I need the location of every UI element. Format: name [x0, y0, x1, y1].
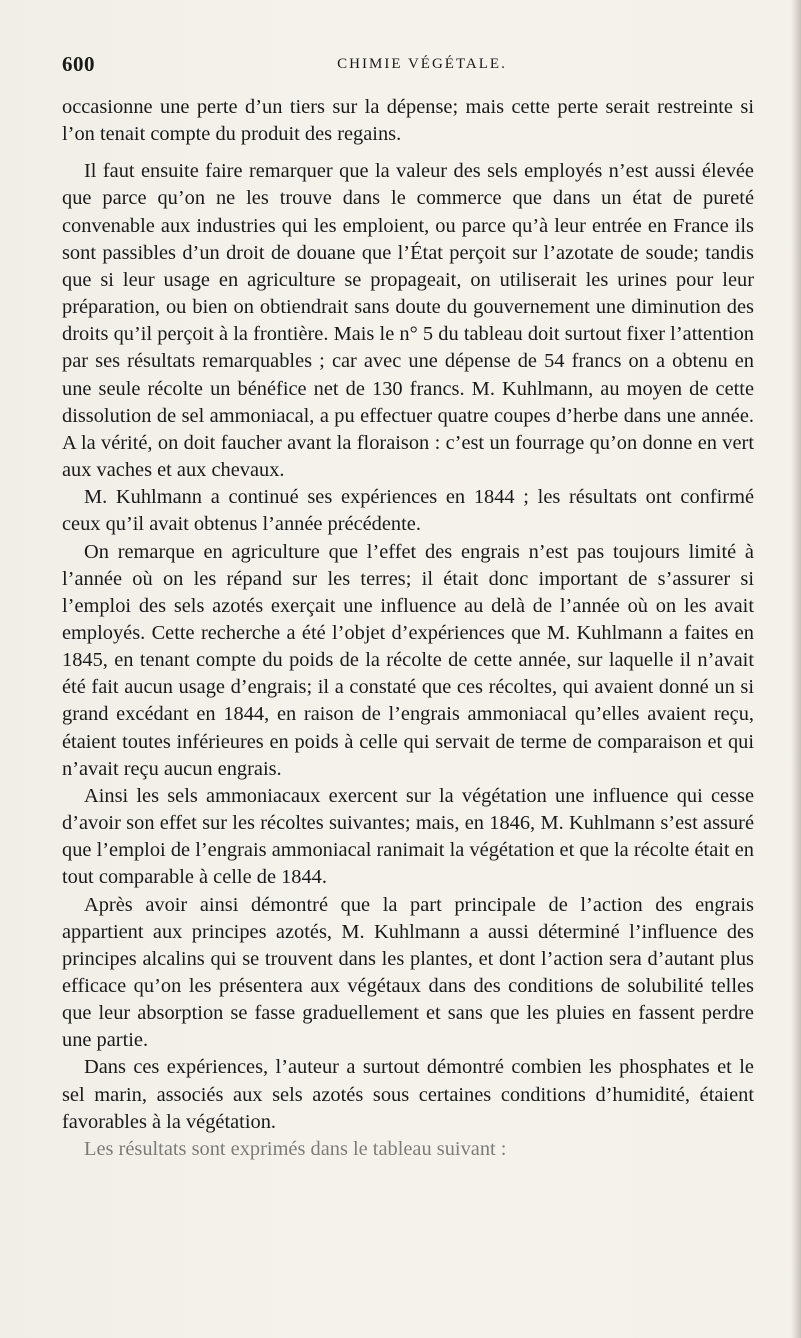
paragraph-continuation: occasionne une perte d’un tiers sur la dépense; mais cette perte serait restreinte si l’on tenait compte du produit des regains. [62, 96, 754, 146]
paragraph: Ainsi les sels ammoniacaux exercent sur la végétation une influence qui cesse d’avoir son effet sur les récoltes suivantes; mais, en 1846, M. Kuhlmann s’est assuré que l’emploi de l’engrais ammoniacal ranimait la végétation et que la récolte était en tout comparable à celle de 1844. [62, 784, 754, 889]
paragraph: Après avoir ainsi démontré que la part principale de l’action des engrais appartient aux principes azotés, M. Kuhlmann a aussi déterminé l’influence des principes alcalins qui se trouvent dans les plantes, et dont l’action sera d’autant plus efficace qu’on les présentera aux végétaux dans des conditions de solubilité telles que leur absorption se fasse graduellement et sans que les pluies en fassent perdre une partie. [62, 893, 754, 1052]
paragraph-table-intro: Les résultats sont exprimés dans le tableau suivant : [84, 1137, 507, 1160]
page-number: 600 [62, 52, 95, 76]
paragraph: Il faut ensuite faire remarquer que la valeur des sels employés n’est aussi élevée que parce qu’on ne les trouve dans le commerce que dans un état de pureté convenable aux industries qui les emploient, ou parce qu’à leur entrée en France ils sont passibles d’un droit de douane que l’État perçoit sur l’azotate de soude; tandis que si leur usage en agriculture se propageait, on utiliserait les urines pour leur préparation, ou bien on obtiendrait sans doute du gouvernement une diminution des droits qu’il perçoit à la frontière. Mais le n° 5 du tableau doit surtout fixer l’attention par ses résultats remarquables ; car avec une dépense de 54 francs on a obtenu en une seule récolte un bénéfice net de 130 francs. M. Kuhlmann, au moyen de cette dissolution de sel ammoniacal, a pu effectuer quatre coupes d’herbe dans une année. A la vérité, on doit faucher avant la floraison : c’est un fourrage qu’on donne en vert aux vaches et aux chevaux. [62, 160, 754, 482]
paragraph: M. Kuhlmann a continué ses expériences en 1844 ; les résultats ont confirmé ceux qu’il avait obtenus l’année précédente. [62, 486, 754, 536]
paragraph: Dans ces expériences, l’auteur a surtout démontré combien les phosphates et le sel marin, associés aux sels azotés sous certaines conditions d’humidité, étaient favorables à la végétation. [62, 1056, 754, 1133]
paragraph: On remarque en agriculture que l’effet des engrais n’est pas toujours limité à l’année où on les répand sur les terres; il était donc important de s’assurer si l’emploi des sels azotés exerçait une influence au delà de l’année où on les avait employés. Cette recherche a été l’objet d’expériences que M. Kuhlmann a faites en 1845, en tenant compte du poids de la récolte de cette année, sur laquelle il n’avait été fait aucun usage d’engrais; il a constaté que ces récoltes, qui avaient donné un si grand excédant en 1844, en raison de l’engrais ammoniacal qu’elles avaient reçu, étaient toutes inférieures en poids à celle qui servait de terme de comparaison et qui n’avait reçu aucun engrais. [62, 540, 754, 780]
page-header [62, 52, 752, 82]
body-text [62, 94, 754, 1163]
page-edge-shadow [791, 0, 801, 1338]
running-title: CHIMIE VÉGÉTALE. [337, 56, 507, 72]
